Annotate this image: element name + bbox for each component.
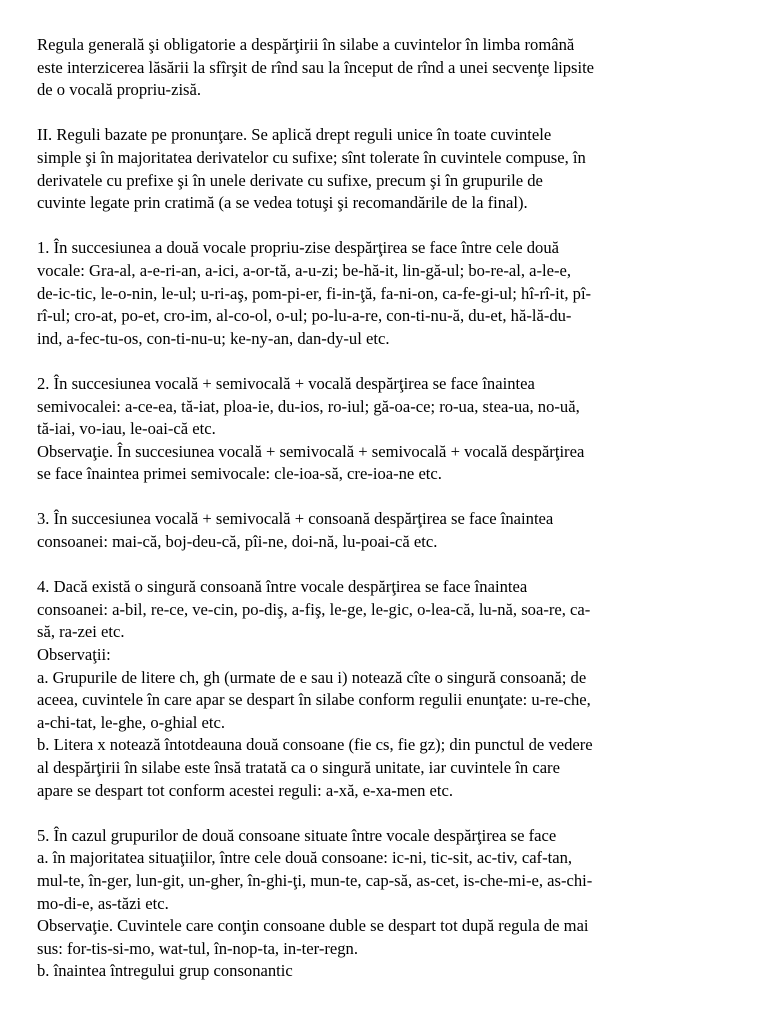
text-line: vocale: Gra-al, a-e-ri-an, a-ici, a-or-tă, a-u-zi; be-hă-it, lin-gă-ul; bo-re-al, a-le-e,	[37, 260, 572, 280]
text-line: consoanei: mai-că, boj-deu-că, pîi-ne, doi-nă, lu-poai-că etc.	[37, 532, 438, 552]
text-line: aceea, cuvintele în care apar se despart în silabe conform regulii enunţate: u-re-che,	[37, 690, 591, 710]
text-line: rî-ul; cro-at, po-et, cro-im, al-co-ol, o-ul; po-lu-a-re, con-ti-nu-ă, du-et, hă-lă-du-	[37, 306, 572, 326]
text-line: 5. În cazul grupurilor de două consoane situate între vocale despărţirea se face	[37, 825, 557, 845]
text-line: 1. În succesiunea a două vocale propriu-zise despărţirea se face între cele două	[37, 238, 559, 258]
text-line: ind, a-fec-tu-os, con-ti-nu-u; ke-ny-an, dan-dy-ul etc.	[37, 328, 390, 348]
text-line: mul-te, în-ger, lun-git, un-gher, în-ghi-ţi, mun-te, cap-să, as-cet, is-che-mi-e, as-chi-	[37, 870, 593, 890]
text-line: 2. În succesiunea vocală + semivocală + vocală despărţirea se face înaintea	[37, 373, 535, 393]
text-line: Observaţie. În succesiunea vocală + semivocală + semivocală + vocală despărţirea	[37, 441, 585, 461]
document-page	[37, 34, 737, 1006]
text-line: Observaţii:	[37, 645, 111, 665]
text-line: derivatele cu prefixe şi în unele derivate cu sufixe, precum şi în grupurile de	[37, 170, 543, 190]
text-line: mo-di-e, as-tăzi etc.	[37, 893, 169, 913]
paragraph-intro	[37, 34, 737, 102]
text-line: Regula generală şi obligatorie a despărţirii în silabe a cuvintelor în limba română	[37, 35, 575, 54]
text-line: să, ra-zei etc.	[37, 622, 125, 642]
paragraph-section-ii	[37, 124, 737, 214]
text-line: a. Grupurile de litere ch, gh (urmate de e sau i) notează cîte o singură consoană; de	[37, 667, 587, 687]
text-line: b. înaintea întregului grup consonantic	[37, 961, 293, 981]
text-line: b. Litera x notează întotdeauna două consoane (fie cs, fie gz); din punctul de vedere	[37, 735, 593, 755]
text-line: Observaţie. Cuvintele care conţin consoane duble se despart tot după regula de mai	[37, 916, 589, 936]
text-line: 3. În succesiunea vocală + semivocală + consoană despărţirea se face înaintea	[37, 509, 554, 529]
paragraph-rule-2	[37, 373, 737, 486]
text-line: de o vocală propriu-zisă.	[37, 80, 202, 100]
text-line: a. în majoritatea situaţiilor, între cele două consoane: ic-ni, tic-sit, ac-tiv, caf-tan,	[37, 848, 573, 868]
text-line: simple şi în majoritatea derivatelor cu sufixe; sînt tolerate în cuvintele compuse, în	[37, 147, 586, 167]
text-line: apare se despart tot conform acestei reguli: a-xă, e-xa-men etc.	[37, 780, 454, 800]
text-line: consoanei: a-bil, re-ce, ve-cin, po-diş, a-fiş, le-ge, le-gic, o-lea-că, lu-nă, soa-re, ca-	[37, 599, 591, 619]
paragraph-rule-1	[37, 237, 737, 350]
text-line: este interzicerea lăsării la sfîrşit de rînd sau la început de rînd a unei secvenţe lipsite	[37, 57, 595, 77]
paragraph-rule-3	[37, 508, 737, 553]
text-line: sus: for-tis-si-mo, wat-tul, în-nop-ta, in-ter-regn.	[37, 938, 358, 958]
text-line: II. Reguli bazate pe pronunţare. Se aplică drept reguli unice în toate cuvintele	[37, 125, 552, 145]
text-line: semivocalei: a-ce-ea, tă-iat, ploa-ie, du-ios, ro-iul; gă-oa-ce; ro-ua, stea-ua, no-uă,	[37, 396, 580, 416]
text-line: de-ic-tic, le-o-nin, le-ul; u-ri-aş, pom-pi-er, fi-in-ţă, fa-ni-on, ca-fe-gi-ul; hî-rî-it, pî-	[37, 283, 592, 303]
text-line: tă-iai, vo-iau, le-oai-că etc.	[37, 419, 216, 439]
text-line: 4. Dacă există o singură consoană între vocale despărţirea se face înaintea	[37, 577, 528, 597]
text-line: se face înaintea primei semivocale: cle-ioa-să, cre-ioa-ne etc.	[37, 464, 442, 484]
text-line: al despărţirii în silabe este însă tratată ca o singură unitate, iar cuvintele în care	[37, 758, 560, 777]
text-line: cuvinte legate prin cratimă (a se vedea totuşi şi recomandările de la final).	[37, 193, 528, 213]
paragraph-rule-5	[37, 825, 737, 983]
text-line: a-chi-tat, le-ghe, o-ghial etc.	[37, 712, 225, 732]
paragraph-rule-4	[37, 576, 737, 802]
